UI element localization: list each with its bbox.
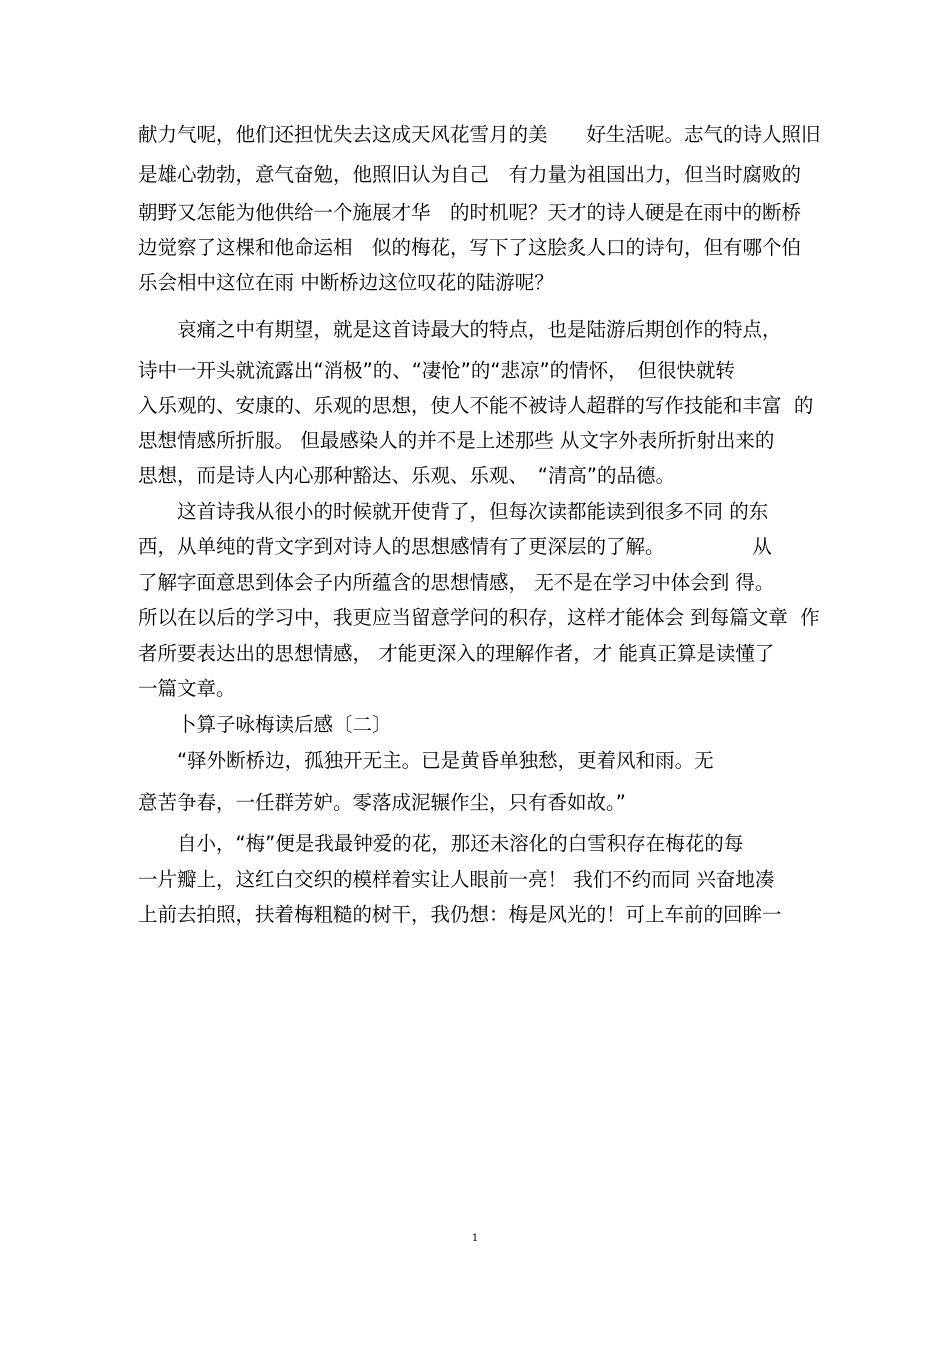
text-line: 入乐观的、安康的、乐观的思想，使人不能不被诗人超群的写作技能和丰富 的 xyxy=(138,394,814,417)
section-heading: 卜算子咏梅读后感〔二〕 xyxy=(138,713,392,736)
text-line: 朝野又怎能为他供给一个施展才华 的时机呢？天才的诗人硬是在雨中的断桥 xyxy=(138,201,802,224)
text-line: 诗中一开头就流露出“消极”的、“凄怆”的“悲凉”的情怀， 但很快就转 xyxy=(138,359,735,382)
text-line: 所以在以后的学习中，我更应当留意学问的积存，这样才能体会 到每篇文章 作 xyxy=(138,606,820,629)
text-line: 乐会相中这位在雨 中断桥边这位叹花的陆游呢？ xyxy=(138,271,554,294)
text-line: 西，从单纯的背文字到对诗人的思想感情有了更深层的了解。 从 xyxy=(138,535,772,558)
text-line: 自小，“梅”便是我最钟爱的花，那还未溶化的白雪积存在梅花的每 xyxy=(138,832,744,855)
text-line: 者所要表达出的思想情感， 才能更深入的理解作者，才 能真正算是读懂了 xyxy=(138,642,775,665)
text-line: 思想情感所折服。 但最感染人的并不是上述那些 从文字外表所折射出来的 xyxy=(138,429,775,452)
text-line: 意苦争春，一任群芳妒。零落成泥辗作尘，只有香如故。” xyxy=(138,791,626,814)
text-line: 献力气呢，他们还担忧失去这成天风花雪月的美 好生活呢。志气的诗人照旧 xyxy=(138,123,821,146)
text-line: 这首诗我从很小的时候就开使背了，但每次读都能读到很多不同 的东 xyxy=(138,500,769,523)
text-line: 边觉察了这棵和他命运相 似的梅花，写下了这脍炙人口的诗句，但有哪个伯 xyxy=(138,236,802,259)
text-line: 哀痛之中有期望，就是这首诗最大的特点，也是陆游后期创作的特点， xyxy=(138,318,782,341)
text-line: 是雄心勃勃，意气奋勉，他照旧认为自己 有力量为祖国出力，但当时腐败的 xyxy=(138,163,802,186)
text-line: 一篇文章。 xyxy=(138,677,236,700)
text-line: 思想，而是诗人内心那种豁达、乐观、乐观、 “清高”的品德。 xyxy=(138,464,675,487)
text-line: 了解字面意思到体会子内所蕴含的思想情感， 无不是在学习中体会到 得。 xyxy=(138,571,775,594)
text-line: “驿外断桥边，孤独开无主。已是黄昏单独愁，更着风和雨。无 xyxy=(138,749,714,772)
page-number: 1 xyxy=(471,1233,479,1244)
text-line: 一片瓣上，这红白交织的模样着实让人眼前一亮！ 我们不约而同 兴奋地凑 xyxy=(138,868,775,891)
text-line: 上前去拍照，扶着梅粗糙的树干，我仍想：梅是风光的！可上车前的回眸一 xyxy=(138,903,782,926)
